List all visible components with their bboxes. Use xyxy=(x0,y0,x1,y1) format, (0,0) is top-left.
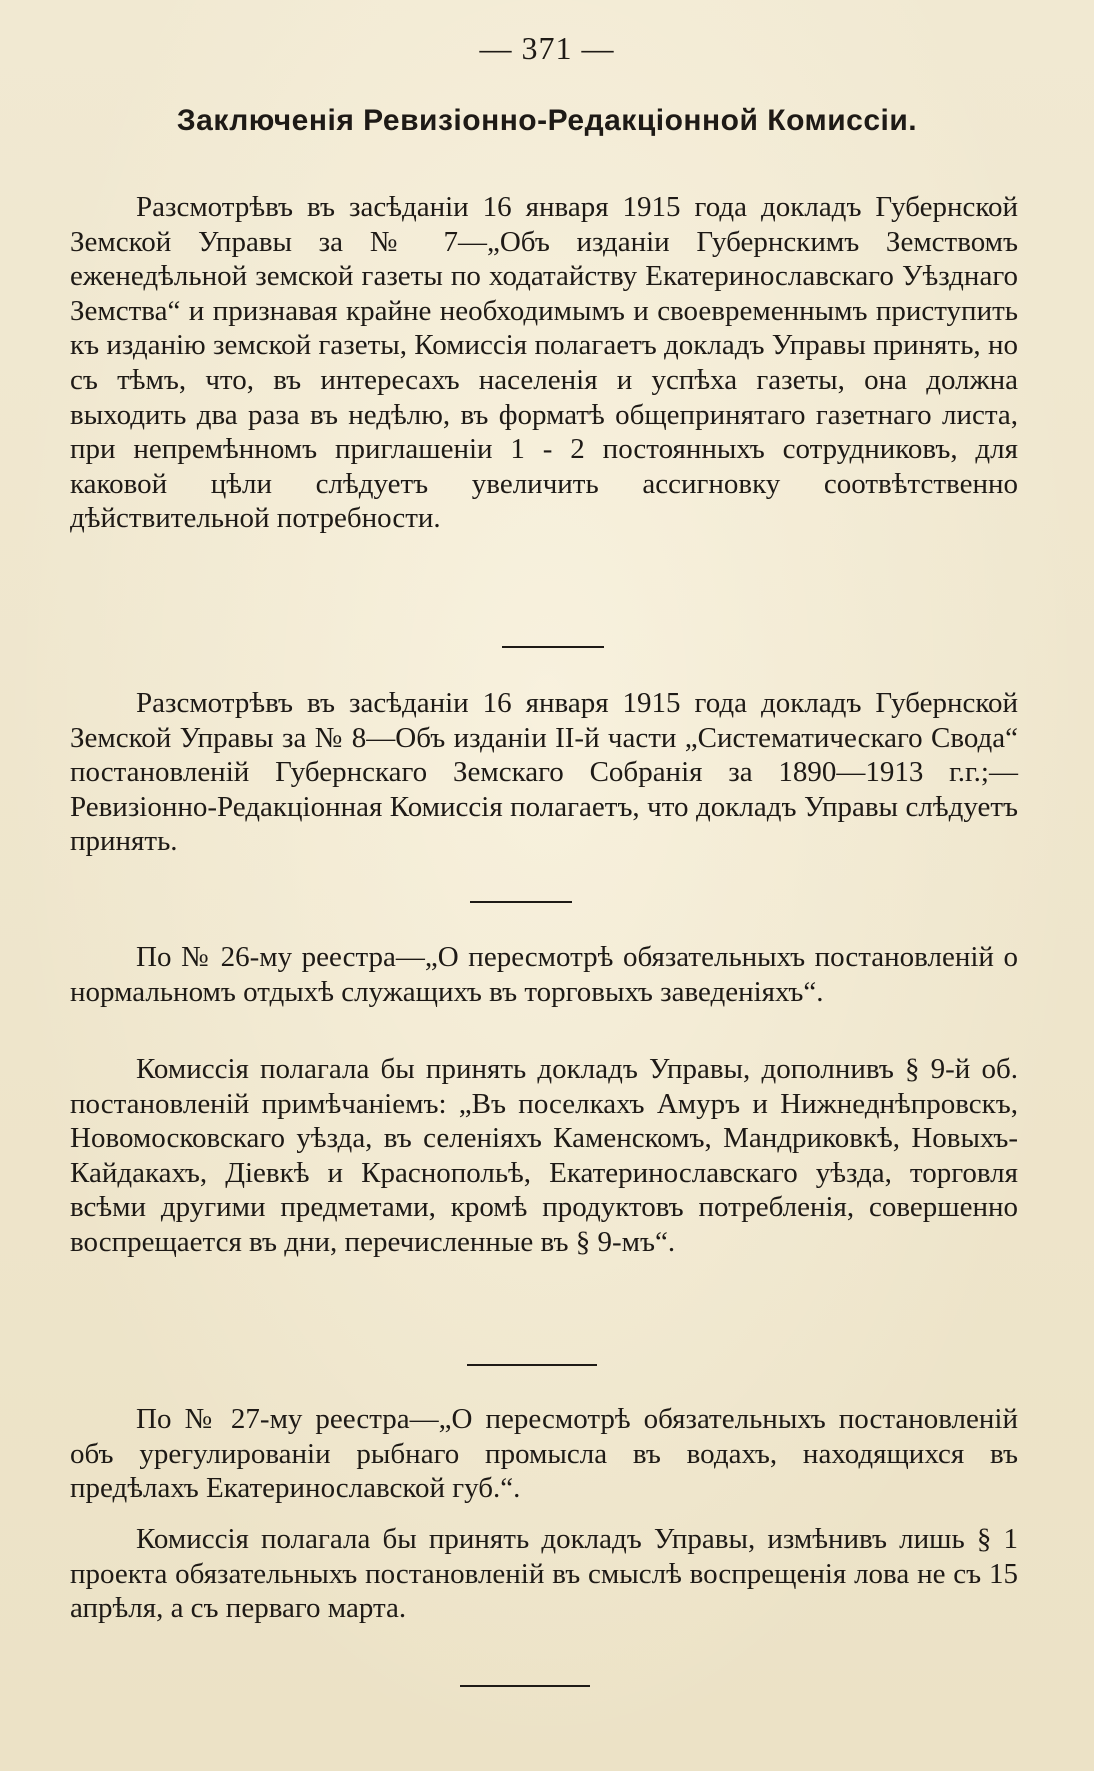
paragraph-3: По № 26-му реестра—„О пересмотрѣ обязательныхъ постановленій о нормальномъ отдыхѣ служащихъ въ торговыхъ заведеніяхъ“. xyxy=(70,941,1018,1008)
paragraph-5: По № 27-му реестра—„О пересмотрѣ обязательныхъ постановленій объ урегулированіи рыбнаго промысла въ водахъ, находящихся въ предѣлахъ Екатеринославской губ.“. xyxy=(70,1403,1018,1505)
paragraph-1: Разсмотрѣвъ въ засѣданіи 16 января 1915 года докладъ Губернской Земской Управы за № 7—„Объ изданіи Губернскимъ Земствомъ еженедѣльной земской газеты по ходатайству Екатеринославскаго Уѣзднаго Земства“ и признавая крайне необходимымъ и своевременнымъ приступить къ изданію земской газеты, Комиссія полагаетъ докладъ Управы принять, но съ тѣмъ, что, въ интересахъ населенія и успѣха газеты, она должна выходить два раза въ недѣлю, въ форматѣ общепринятаго газетнаго листа, при непремѣнномъ приглашеніи 1 - 2 постоянныхъ сотрудниковъ, для каковой цѣли слѣдуетъ увеличить ассигновку соотвѣтственно дѣйствительной потребности. xyxy=(70,191,1018,535)
page-number: — 371 — xyxy=(479,30,615,66)
paragraph-4: Комиссія полагала бы принять докладъ Управы, дополнивъ § 9-й об. постановленій примѣчаніемъ: „Въ поселкахъ Амуръ и Нижнеднѣпровскъ, Новомосковскаго уѣзда, въ селеніяхъ Каменскомъ, Мандриковкѣ, Новыхъ-Кайдакахъ, Діевкѣ и Краснопольѣ, Екатеринославскаго уѣзда, торговля всѣми другими предметами, кромѣ продуктовъ потребленія, совершенно воспрещается въ дни, перечисленные въ § 9-мъ“. xyxy=(70,1053,1018,1258)
page-title: Заключенія Ревизіонно-Редакціонной Комиссіи. xyxy=(176,104,918,137)
section-divider-1 xyxy=(502,646,604,648)
section-divider-4 xyxy=(460,1685,590,1687)
paragraph-6: Комиссія полагала бы принять докладъ Управы, измѣнивъ лишь § 1 проекта обязательныхъ постановленій въ смыслѣ воспрещенія лова не съ 15 апрѣля, а съ перваго марта. xyxy=(70,1523,1018,1625)
paragraph-2: Разсмотрѣвъ въ засѣданіи 16 января 1915 года докладъ Губернской Земской Управы за № 8—Объ изданіи II-й части „Систематическаго Свода“ постановленій Губернскаго Земскаго Собранія за 1890—1913 г.г.;—Ревизіонно-Редакціонная Комиссія полагаетъ, что докладъ Управы слѣдуетъ принять. xyxy=(70,687,1018,858)
section-divider-2 xyxy=(470,901,572,903)
section-divider-3 xyxy=(467,1364,597,1366)
